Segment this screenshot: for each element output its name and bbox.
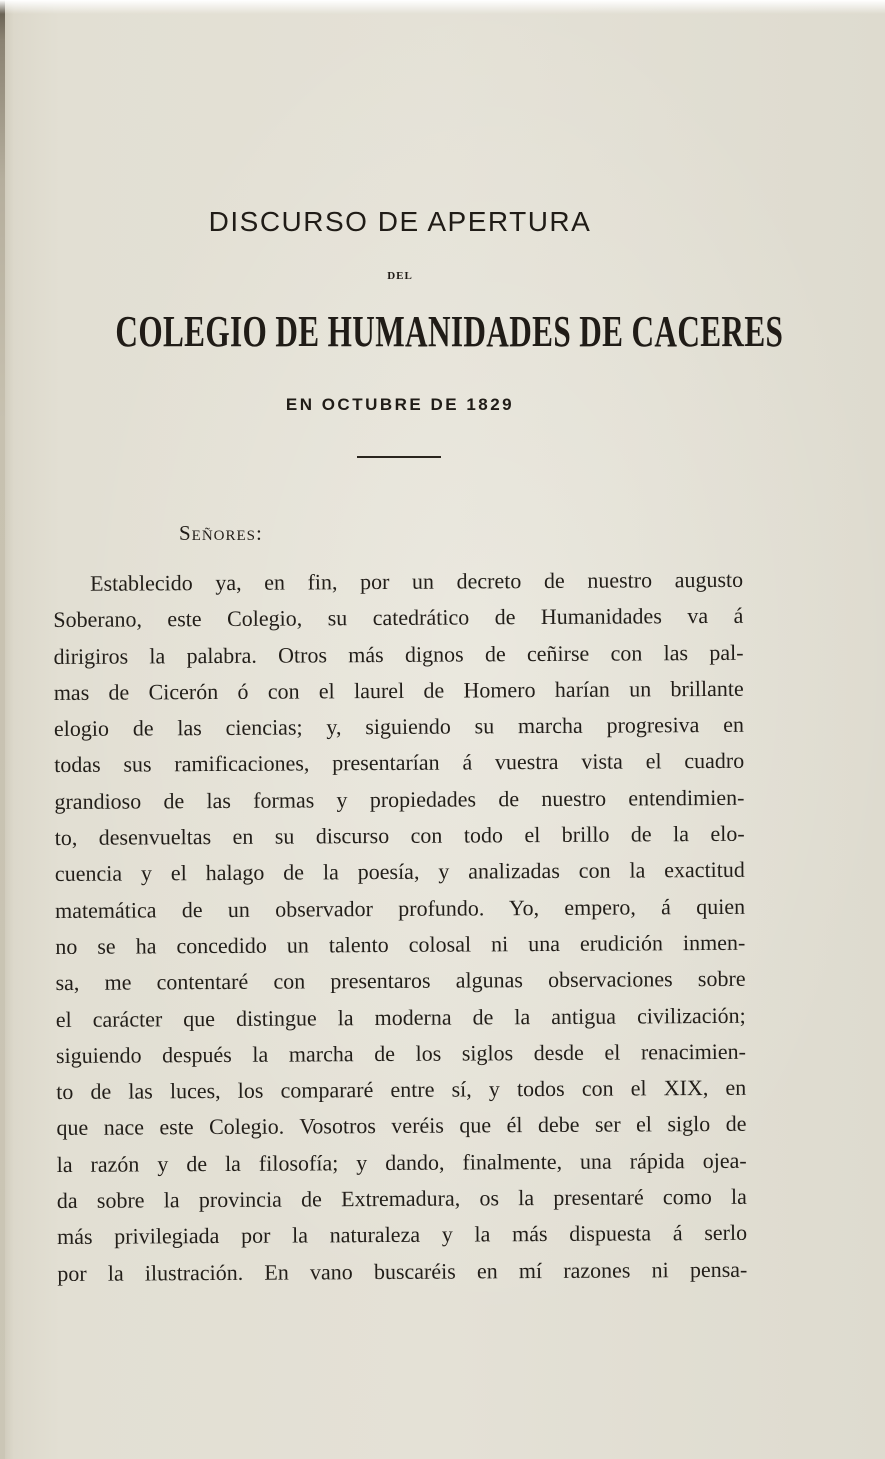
- text-line: matemática de un observador profundo. Yo, empero, á quien: [55, 893, 746, 923]
- text-line: la razón y de la filosofía; y dando, finalmente, una rápida ojea-: [56, 1147, 747, 1177]
- text-line: que nace este Colegio. Vosotros veréis que él debe ser el siglo de: [56, 1111, 747, 1141]
- text-line: cuencia y el halago de la poesía, y analizadas con la exactitud: [54, 857, 745, 887]
- text-line: siguiendo después la marcha de los siglos desde el renacimien-: [55, 1038, 747, 1068]
- text-line: el carácter que distingue la moderna de la antigua civilización;: [55, 1002, 746, 1032]
- text-line: elogio de las ciencias; y, siguiendo su marcha progresiva en: [53, 711, 745, 742]
- text-line: to, desenvueltas en su discurso con todo el brillo de la elo-: [54, 820, 745, 851]
- text-line: sa, me contentaré con presentaros algunas observaciones sobre: [55, 966, 746, 996]
- text-line: no se ha concedido un talento colosal ni una erudición inmen-: [55, 929, 746, 959]
- text-line: grandioso de las formas y propiedades de nuestro entendimien-: [54, 784, 745, 814]
- text-line: todas sus ramificaciones, presentarían á vuestra vista el cuadro: [54, 748, 745, 778]
- body-paragraph: [53, 562, 747, 1292]
- text-line: dirigiros la palabra. Otros más dignos de ceñirse con las pal-: [53, 639, 744, 669]
- text-line: por la ilustración. En vano buscaréis en mí razones ni pensa-: [57, 1256, 748, 1286]
- discourse-title: DISCURSO DE APERTURA: [208, 206, 592, 237]
- date-line: EN OCTUBRE DE 1829: [285, 395, 515, 414]
- text-line: mas de Cicerón ó con el laurel de Homero harían un brillante: [53, 675, 744, 705]
- title-connector: DEL: [387, 270, 413, 282]
- title-divider: [357, 456, 441, 458]
- text-line: Soberano, este Colegio, su catedrático de Humanidades va á: [53, 603, 744, 633]
- text-line: más privilegiada por la naturaleza y la más dispuesta á serlo: [57, 1220, 748, 1250]
- text-line: to de las luces, los compararé entre sí, y todos con el XIX, en: [56, 1074, 747, 1105]
- college-title: COLEGIO DE HUMANIDADES DE CACERES: [115, 307, 784, 356]
- text-line: Establecido ya, en fin, por un decreto de nuestro augusto: [90, 566, 744, 596]
- text-line: da sobre la provincia de Extremadura, os la presentaré como la: [56, 1183, 747, 1214]
- salutation: Señores:: [179, 521, 263, 545]
